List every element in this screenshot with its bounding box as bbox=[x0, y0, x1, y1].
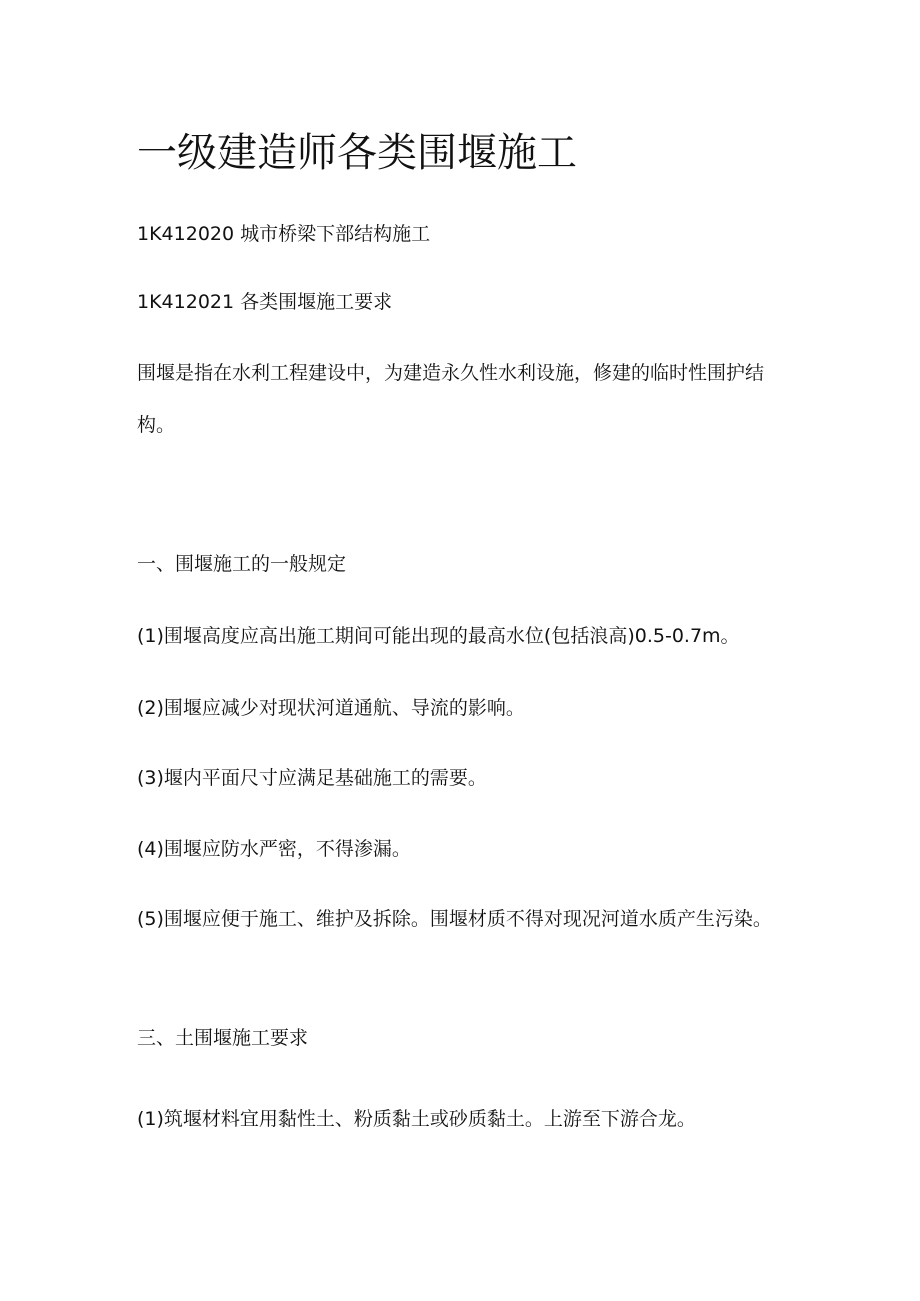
section-heading-earth-cofferdam: 三、土围堰施工要求 bbox=[137, 1027, 309, 1049]
paragraph-definition: 围堰是指在水利工程建设中，为建造永久性水利设施，修建的临时性围护结构。 bbox=[137, 362, 765, 436]
rule-item-1: (1)围堰高度应高出施工期间可能出现的最高水位(包括浪高)0.5-0.7m。 bbox=[137, 625, 740, 647]
earth-cofferdam-item-1: (1)筑堰材料宜用黏性土、粉质黏土或砂质黏土。上游至下游合龙。 bbox=[137, 1108, 696, 1130]
section-heading-general-rules: 一、围堰施工的一般规定 bbox=[137, 553, 347, 575]
rule-item-2: (2)围堰应减少对现状河道通航、导流的影响。 bbox=[137, 697, 525, 719]
rule-item-4: (4)围堰应防水严密，不得渗漏。 bbox=[137, 838, 411, 860]
document-title: 一级建造师各类围堰施工 bbox=[137, 130, 577, 176]
section-heading-1k412020: 1K412020 城市桥梁下部结构施工 bbox=[137, 223, 431, 245]
rule-item-5: (5)围堰应便于施工、维护及拆除。围堰材质不得对现况河道水质产生污染。 bbox=[137, 908, 772, 930]
rule-item-3: (3)堰内平面尺寸应满足基础施工的需要。 bbox=[137, 767, 487, 789]
section-heading-1k412021: 1K412021 各类围堰施工要求 bbox=[137, 291, 393, 313]
